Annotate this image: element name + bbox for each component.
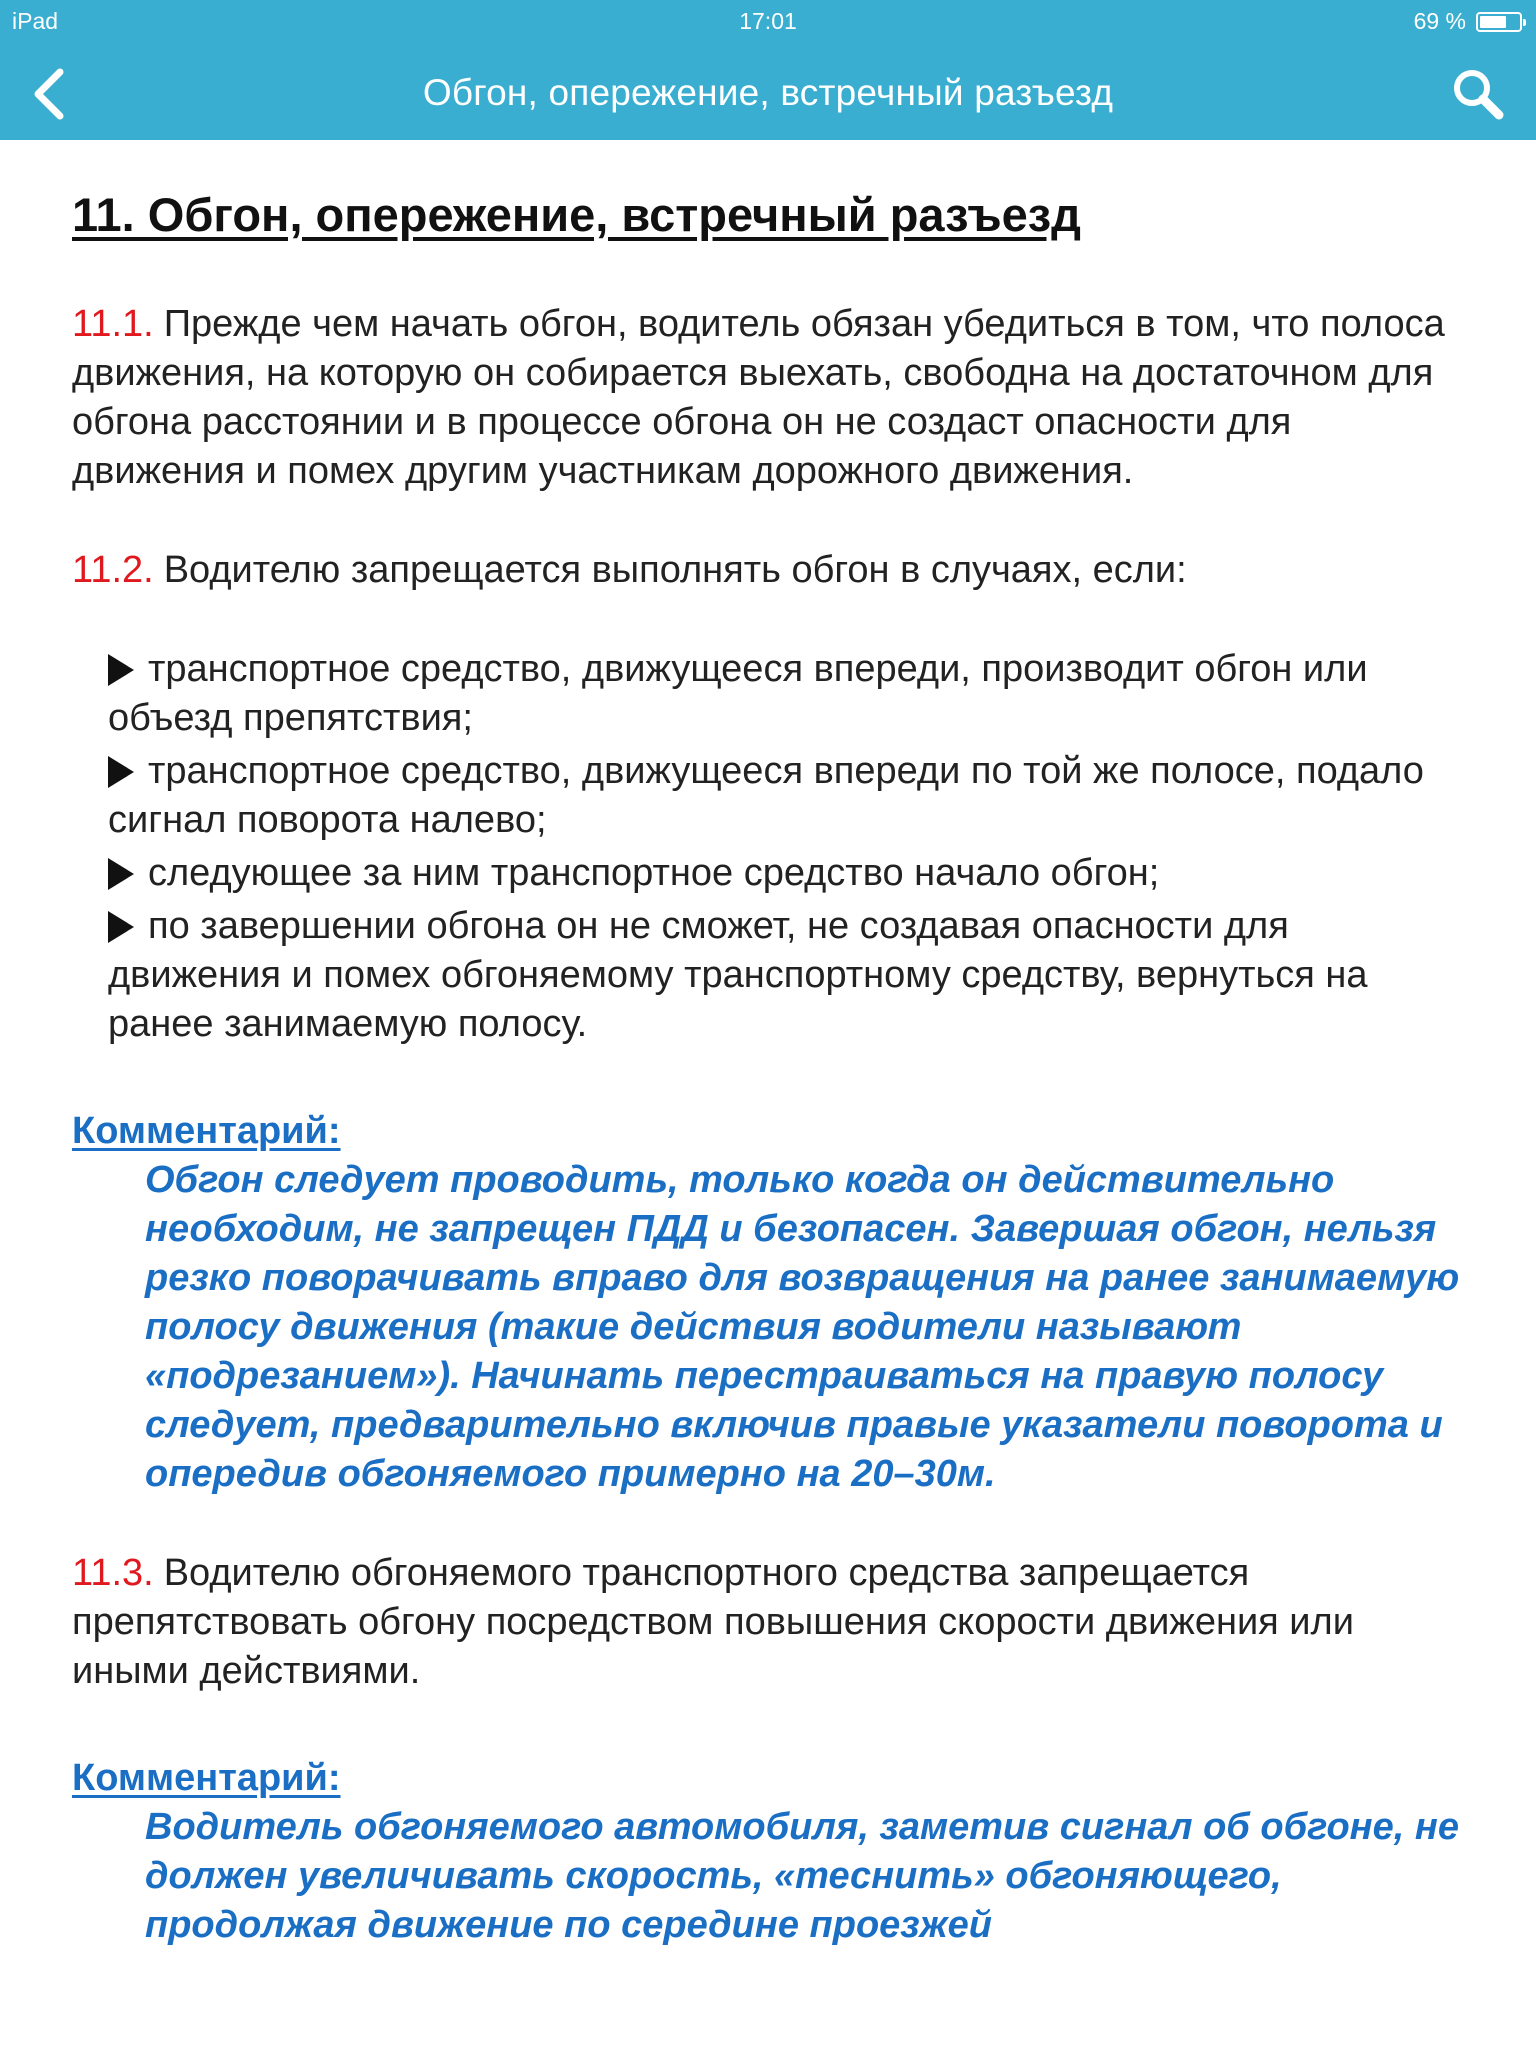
comment-text: Обгон следует проводить, только когда он действительно необходим, не запрещен ПДД и безопасен. Завершая обгон, нельзя резко поворачивать вправо для возвращения на ранее занимаемую полосу движения (такие действия водители называют «подрезанием»). Начинать перестраиваться на правую полосу следует, предварительно включив правые указатели поворота и опередив обгоняемого примерно на 20–30м. bbox=[145, 1159, 1460, 1495]
comment-label: Комментарий: bbox=[72, 1757, 341, 1799]
battery-icon bbox=[1476, 12, 1522, 32]
battery-indicator bbox=[1414, 8, 1522, 35]
article-content bbox=[72, 186, 1472, 2000]
carrier-label: iPad bbox=[12, 8, 59, 34]
triangle-bullet-icon bbox=[108, 756, 134, 788]
paragraph-11-2 bbox=[72, 546, 1472, 595]
paragraph-text: Водителю запрещается выполнять обгон в случаях, если: bbox=[163, 549, 1187, 591]
list-item bbox=[108, 645, 1472, 743]
paragraph-11-3 bbox=[72, 1549, 1472, 1696]
comment-label: Комментарий: bbox=[72, 1110, 341, 1152]
paragraph-number: 11.1. bbox=[72, 303, 154, 345]
paragraph-11-1 bbox=[72, 300, 1472, 496]
triangle-bullet-icon bbox=[108, 911, 134, 943]
navigation-bar bbox=[0, 40, 1536, 140]
restriction-list bbox=[108, 645, 1472, 1049]
search-icon bbox=[1448, 64, 1508, 124]
list-item bbox=[108, 902, 1472, 1049]
paragraph-text: Прежде чем начать обгон, водитель обязан убедиться в том, что полоса движения, на которую он собирается выехать, свободна на достаточном для обгона расстоянии и в процессе обгона он не создаст опасности для движения и помех другим участникам дорожного движения. bbox=[72, 303, 1445, 492]
list-item bbox=[108, 747, 1472, 845]
nav-title: Обгон, опережение, встречный разъезд bbox=[422, 72, 1114, 113]
clock: 17:01 bbox=[739, 8, 797, 34]
list-item-text: следующее за ним транспортное средство начало обгон; bbox=[148, 852, 1160, 894]
triangle-bullet-icon bbox=[108, 654, 134, 686]
list-item bbox=[108, 849, 1472, 898]
chevron-left-icon bbox=[20, 62, 80, 122]
paragraph-text: Водителю обгоняемого транспортного средства запрещается препятствовать обгону посредством повышения скорости движения или иными действиями. bbox=[72, 1552, 1354, 1692]
status-bar bbox=[0, 0, 1536, 40]
list-item-text: транспортное средство, движущееся впереди по той же полосе, подало сигнал поворота налево; bbox=[108, 750, 1424, 841]
top-bar bbox=[0, 0, 1536, 140]
paragraph-number: 11.2. bbox=[72, 549, 154, 591]
battery-fill bbox=[1480, 16, 1506, 28]
list-item-text: транспортное средство, движущееся впереди, производит обгон или объезд препятствия; bbox=[108, 648, 1368, 739]
search-button[interactable] bbox=[1448, 64, 1508, 124]
article-heading: 11. Обгон, опережение, встречный разъезд bbox=[72, 188, 1081, 241]
paragraph-number: 11.3. bbox=[72, 1552, 154, 1594]
battery-percent: 69 % bbox=[1413, 8, 1466, 34]
triangle-bullet-icon bbox=[108, 858, 134, 890]
list-item-text: по завершении обгона он не сможет, не создавая опасности для движения и помех обгоняемому транспортному средству, вернуться на ранее занимаемую полосу. bbox=[108, 905, 1368, 1045]
back-button[interactable] bbox=[20, 62, 80, 122]
comment-text: Водитель обгоняемого автомобиля, заметив сигнал об обгоне, не должен увеличивать скорость, «теснить» обгоняющего, продолжая движение по середине проезжей bbox=[145, 1806, 1459, 1946]
